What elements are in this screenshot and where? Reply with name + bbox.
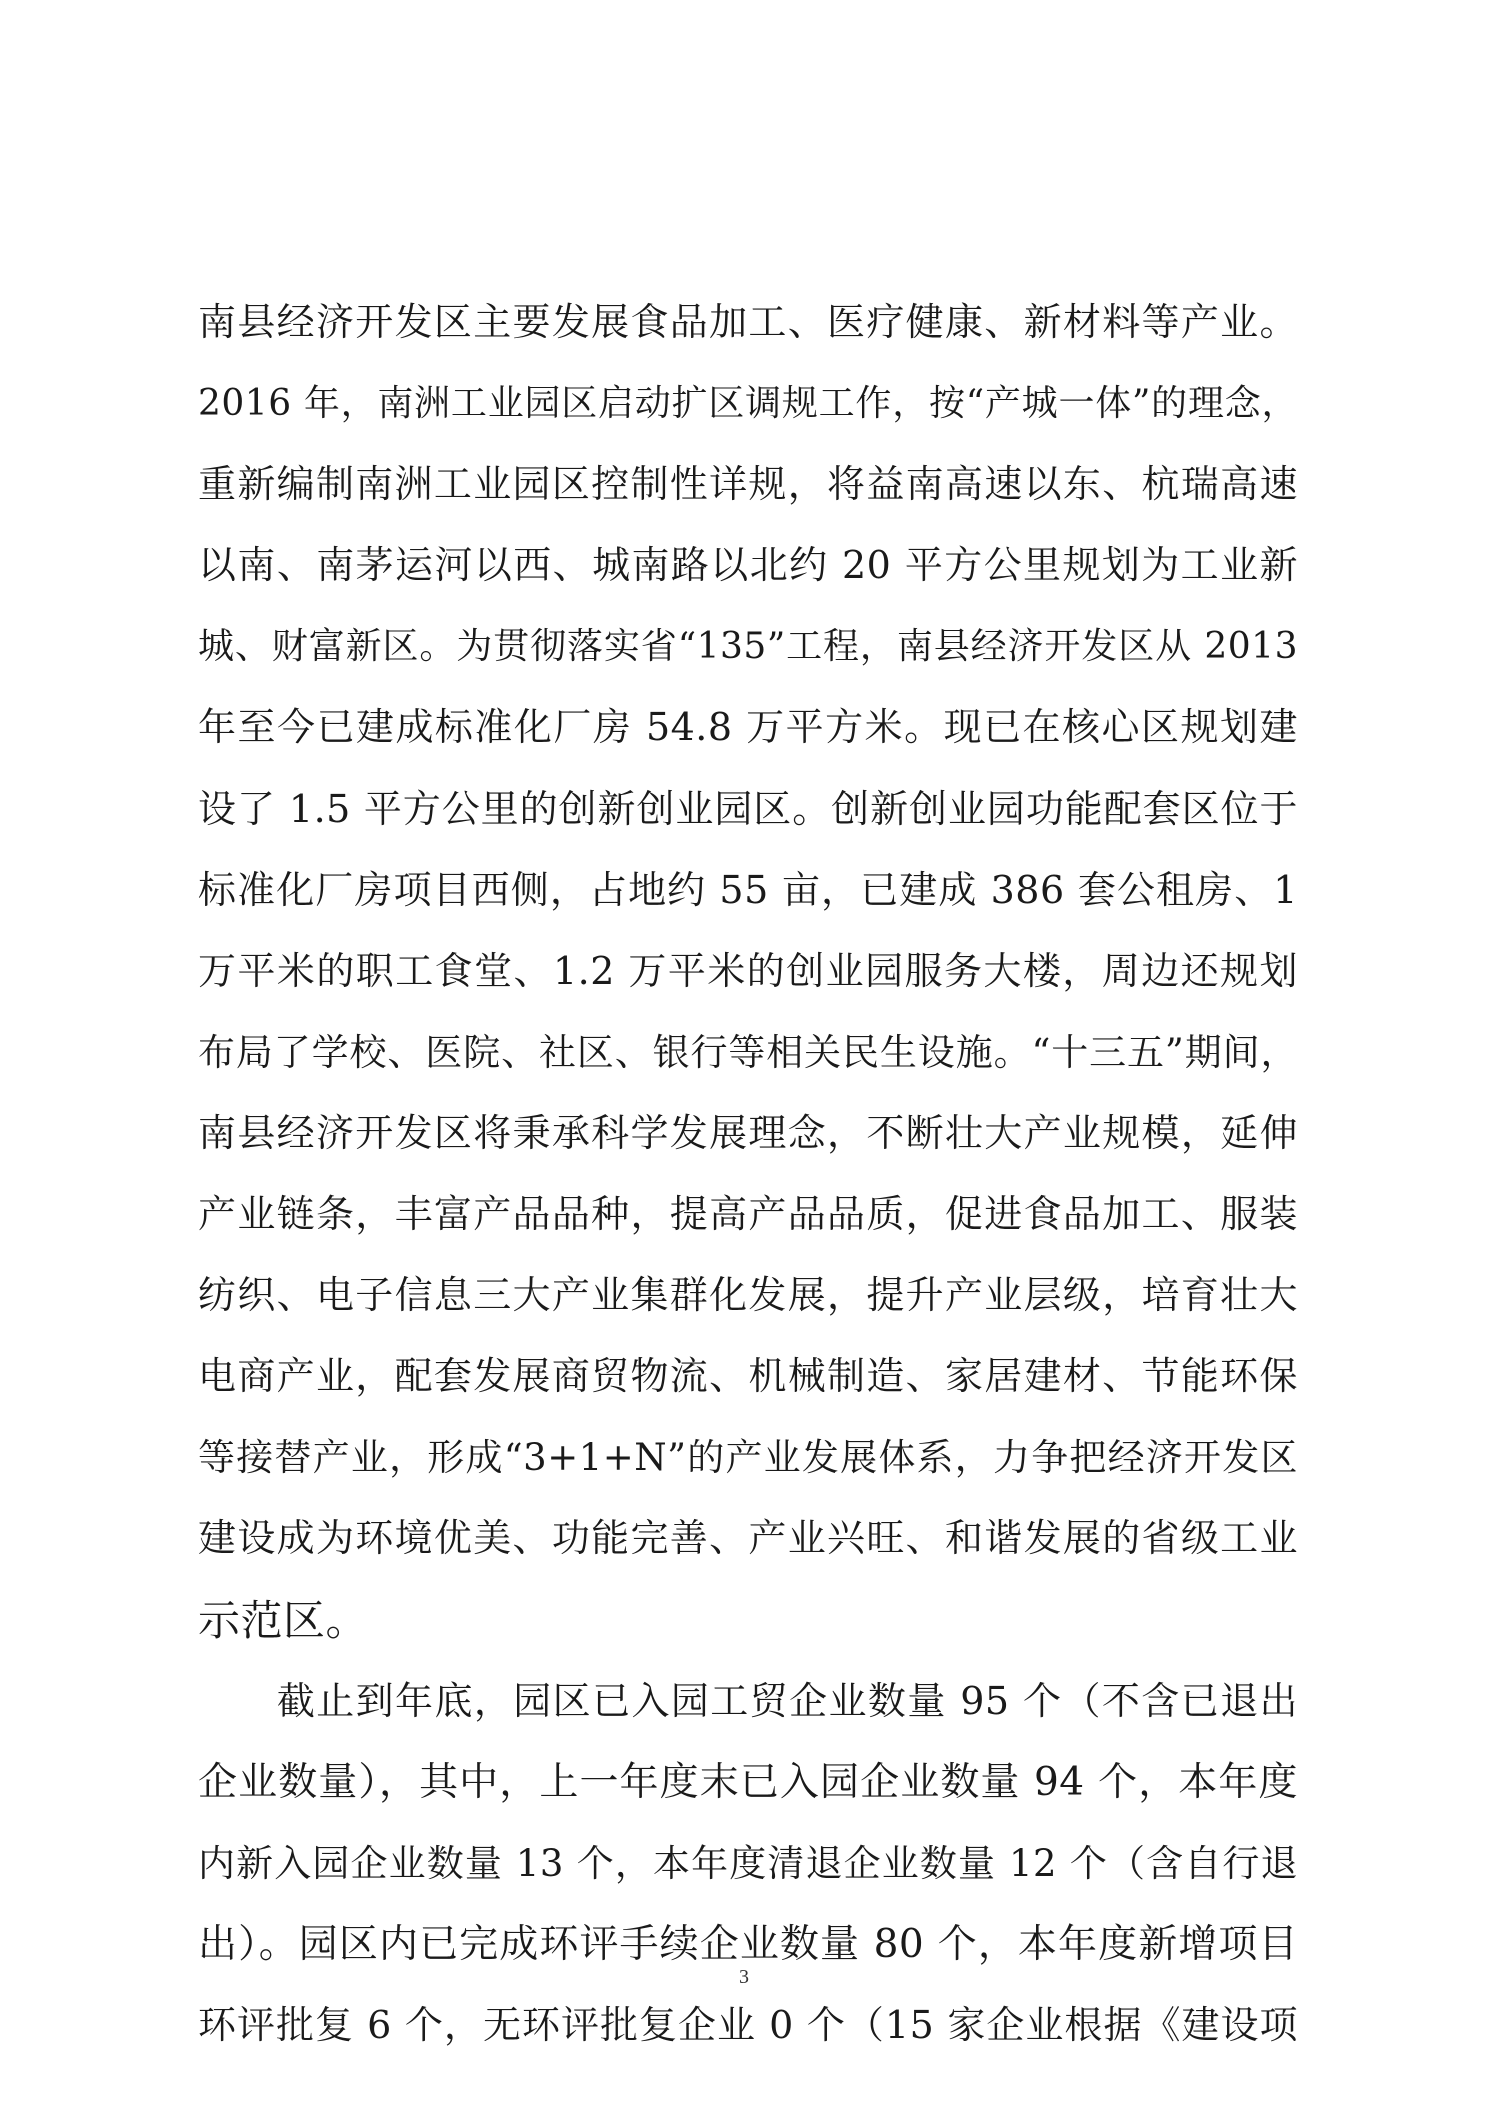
text-line: 年至今已建成标准化厂房 54.8 万平方米。现已在核心区规划建 <box>198 705 1298 750</box>
text-line: 设了 1.5 平方公里的创新创业园区。创新创业园功能配套区位于 <box>198 786 1298 831</box>
text-line: 万平米的职工食堂、1.2 万平米的创业园服务大楼，周边还规划 <box>198 948 1298 993</box>
text-line: 出）。园区内已完成环评手续企业数量 80 个，本年度新增项目 <box>198 1921 1298 1967</box>
text-line: 电商产业，配套发展商贸物流、机械制造、家居建材、节能环保 <box>198 1354 1298 1399</box>
text-line: 等接替产业，形成“3+1+N”的产业发展体系，力争把经济开发区 <box>198 1436 1298 1480</box>
text-line: 南县经济开发区将秉承科学发展理念，不断壮大产业规模，延伸 <box>198 1110 1298 1155</box>
text-line: 2016 年，南洲工业园区启动扩区调规工作，按“产城一体”的理念， <box>198 383 1298 425</box>
text-line-paragraph-start: 截止到年底，园区已入园工贸企业数量 95 个（不含已退出 <box>198 1678 1298 1723</box>
text-line: 产业链条，丰富产品品种，提高产品品质，促进食品加工、服装 <box>198 1192 1298 1237</box>
page-number: 3 <box>739 1966 749 1988</box>
text-line: 城、财富新区。为贯彻落实省“135”工程，南县经济开发区从 2013 <box>198 626 1298 668</box>
text-line: 标准化厂房项目西侧，占地约 55 亩，已建成 386 套公租房、1 <box>198 867 1298 912</box>
text-line: 企业数量），其中，上一年度末已入园企业数量 94 个，本年度 <box>198 1759 1298 1805</box>
text-line: 内新入园企业数量 13 个，本年度清退企业数量 12 个（含自行退 <box>198 1841 1298 1885</box>
text-line: 以南、南茅运河以西、城南路以北约 20 平方公里规划为工业新 <box>198 543 1298 588</box>
text-line: 布局了学校、医院、社区、银行等相关民生设施。“十三五”期间， <box>198 1030 1298 1074</box>
text-line-paragraph-end: 示范区。 <box>198 1595 369 1645</box>
text-line: 重新编制南洲工业园区控制性详规，将益南高速以东、杭瑞高速 <box>198 462 1298 507</box>
text-line: 南县经济开发区主要发展食品加工、医疗健康、新材料等产业。 <box>198 300 1298 344</box>
text-line: 建设成为环境优美、功能完善、产业兴旺、和谐发展的省级工业 <box>198 1516 1298 1561</box>
text-line: 纺织、电子信息三大产业集群化发展，提升产业层级，培育壮大 <box>198 1273 1298 1318</box>
text-line: 环评批复 6 个，无环评批复企业 0 个（15 家企业根据《建设项 <box>198 2002 1298 2047</box>
body-text <box>198 282 1298 2066</box>
